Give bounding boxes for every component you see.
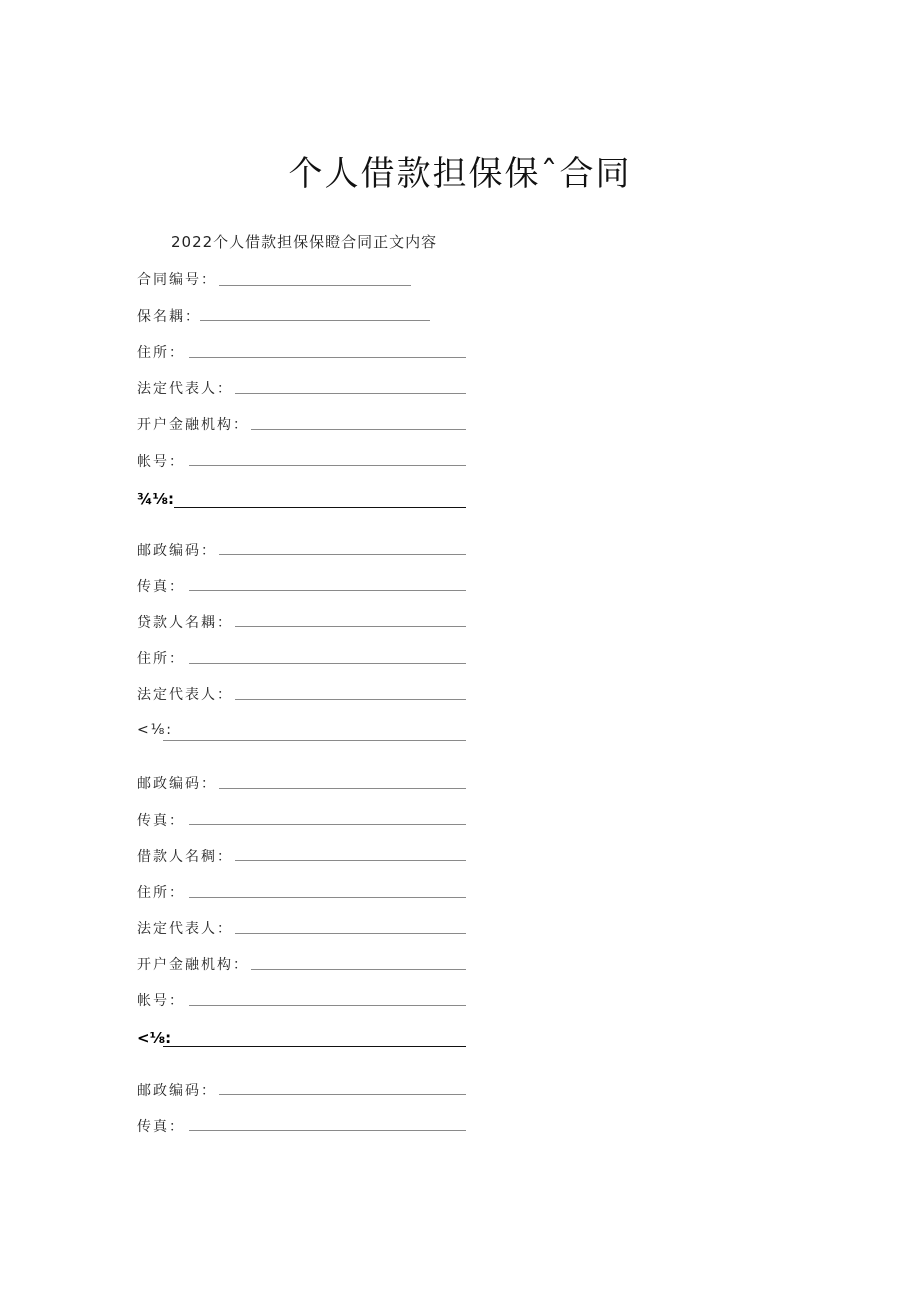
- fill-in-line: [189, 897, 466, 898]
- field-label: 法定代表人：: [137, 687, 233, 703]
- field-label: 邮政编码：: [137, 776, 217, 792]
- field-label: 法定代表人：: [137, 381, 233, 397]
- field-label: 开户金融机构：: [137, 417, 249, 433]
- field-label: 法定代表人：: [137, 921, 233, 937]
- fill-in-line: [251, 429, 466, 430]
- fill-in-line: [235, 933, 466, 934]
- fill-in-line: [189, 663, 466, 664]
- field-label: ¾⅛:: [137, 490, 175, 508]
- field-label: 住所：: [137, 651, 185, 667]
- field-label: 传真：: [137, 813, 185, 829]
- field-label: 贷款人名耦：: [137, 615, 233, 631]
- field-label: <⅛:: [137, 722, 174, 738]
- fill-in-line: [189, 824, 466, 825]
- field-label: 借款人名稠：: [137, 849, 233, 865]
- field-label: 帐号：: [137, 454, 185, 470]
- field-label: 合同编号：: [137, 272, 217, 288]
- field-label: 保名耦：: [137, 309, 201, 325]
- fill-in-line: [235, 699, 466, 700]
- fill-in-line: [235, 860, 466, 861]
- fill-in-line: [219, 554, 466, 555]
- fill-in-line: [189, 1130, 466, 1131]
- field-label: 传真：: [137, 579, 185, 595]
- document-subtitle: 2022个人借款担保保瞪合同正文内容: [171, 233, 438, 251]
- fill-in-line: [189, 1005, 466, 1006]
- fill-in-line: [235, 626, 466, 627]
- fill-in-line: [174, 507, 466, 508]
- field-label: <⅛:: [137, 1029, 172, 1047]
- field-label: 邮政编码：: [137, 1083, 217, 1099]
- field-label: 传真：: [137, 1119, 185, 1135]
- fill-in-line: [219, 788, 466, 789]
- field-label: 邮政编码：: [137, 543, 217, 559]
- fill-in-line: [219, 1094, 466, 1095]
- fill-in-line: [163, 1046, 466, 1047]
- fill-in-line: [200, 320, 430, 321]
- fill-in-line: [219, 285, 411, 286]
- fill-in-line: [251, 969, 466, 970]
- fill-in-line: [189, 590, 466, 591]
- fill-in-line: [163, 740, 466, 741]
- field-label: 开户金融机构：: [137, 957, 249, 973]
- field-label: 住所：: [137, 345, 185, 361]
- fill-in-line: [235, 393, 466, 394]
- fill-in-line: [189, 357, 466, 358]
- field-label: 住所：: [137, 885, 185, 901]
- fill-in-line: [189, 465, 466, 466]
- document-title: 个人借款担保保ˆ合同: [288, 154, 632, 194]
- field-label: 帐号：: [137, 993, 185, 1009]
